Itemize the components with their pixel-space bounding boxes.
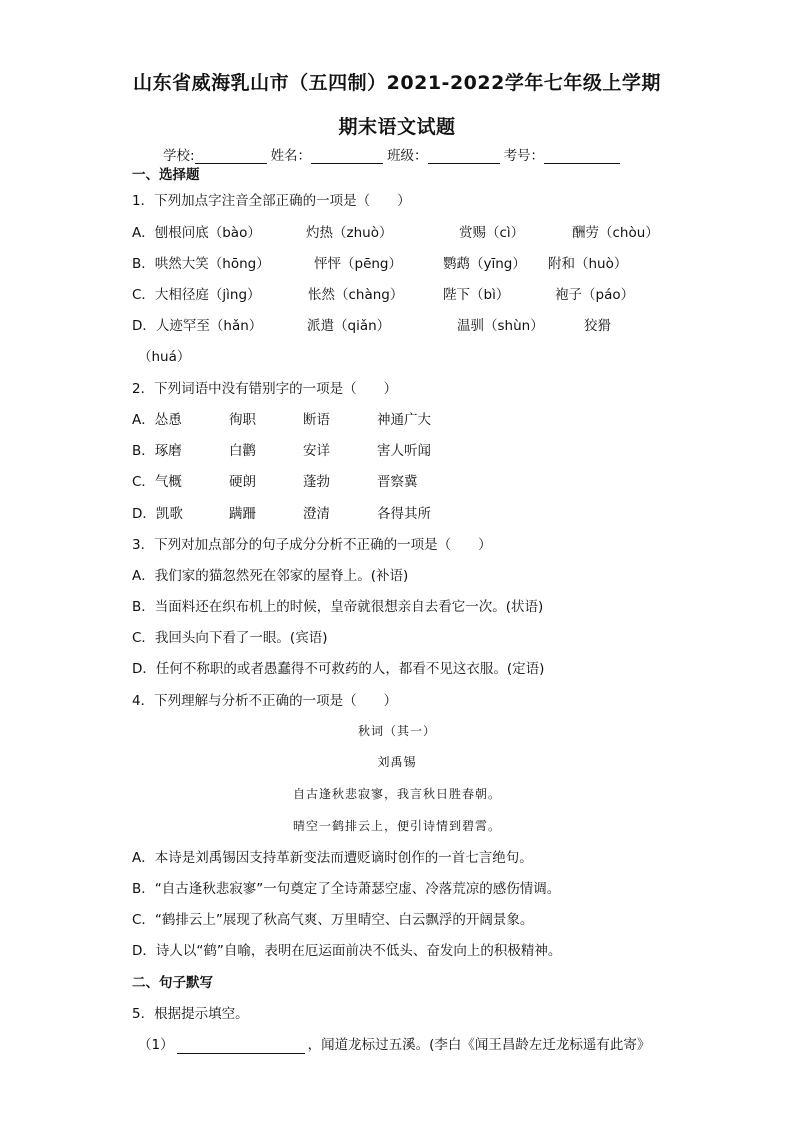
q1-option-d-wrap: （huá） [138, 349, 191, 365]
q1-option-b-4: 附和（huò） [548, 256, 628, 272]
name-blank [311, 149, 383, 164]
section-heading-dictation: 二、句子默写 [132, 975, 213, 991]
q4-option-a: A．本诗是刘禹锡因支持革新变法而遭贬谪时创作的一首七言绝句。 [132, 850, 533, 866]
name-label: 姓名： [270, 148, 312, 164]
q1-option-a-3: 赏赐（cì） [459, 225, 525, 241]
q1-option-d-1: D．人迹罕至（hǎn） [132, 318, 263, 334]
q5-item-1-text: ，闻道龙标过五溪。(李白《闻王昌龄左迁龙标遥有此寄》 [307, 1037, 651, 1053]
q1-option-c-4: 袍子（páo） [555, 287, 635, 303]
poem-line-1: 自古逢秋悲寂寥，我言秋日胜春朝。 [292, 787, 501, 801]
q2-option-d-3: 澄清 [303, 506, 330, 522]
q1-option-c-3: 陛下（bì） [443, 287, 510, 303]
q3-option-d: D．任何不称职的或者愚蠢得不可救药的人，都看不见这衣服。(定语) [132, 661, 545, 677]
q2-option-c-1: C．气概 [132, 474, 182, 490]
question-3-stem: 3．下列对加点部分的句子成分分析不正确的一项是（ ） [132, 537, 492, 553]
poem-line-2: 晴空一鹤排云上，便引诗情到碧霄。 [292, 819, 501, 833]
number-label: 考号： [503, 148, 545, 164]
q1-option-d-4: 狡猾 [584, 318, 611, 334]
q2-option-a-3: 断语 [303, 412, 330, 428]
q1-option-b-2: 怦怦（pēng） [314, 256, 403, 272]
student-info-row [163, 144, 624, 164]
class-label: 班级： [387, 148, 428, 164]
q2-option-c-4: 晋察冀 [377, 474, 418, 490]
class-blank [428, 149, 500, 164]
q2-option-d-1: D．凯歌 [132, 506, 183, 522]
q2-option-a-2: 徇职 [229, 412, 256, 428]
q1-option-d-2: 派遣（qiǎn） [307, 318, 391, 334]
q5-item-1-answer-blank[interactable] [177, 1039, 305, 1054]
q4-option-b: B．“自古逢秋悲寂寥”一句奠定了全诗萧瑟空虚、冷落荒凉的感伤情调。 [132, 881, 561, 897]
q5-item-1-number: （1） [138, 1037, 174, 1053]
question-2-stem: 2．下列词语中没有错别字的一项是（ ） [132, 381, 398, 397]
question-4-stem: 4．下列理解与分析不正确的一项是（ ） [132, 693, 398, 709]
poem-title: 秋词（其一） [357, 724, 436, 738]
q2-option-a-4: 神通广大 [377, 412, 431, 428]
q1-option-a-2: 灼热（zhuò） [306, 225, 393, 241]
q2-option-b-2: 白鹳 [229, 443, 256, 459]
q1-option-c-1: C．大相径庭（jìng） [132, 287, 261, 303]
section-heading-choice: 一、选择题 [132, 167, 200, 183]
question-1-stem: 1．下列加点字注音全部正确的一项是（ ） [132, 193, 411, 209]
q2-option-c-2: 硬朗 [229, 474, 256, 490]
q1-option-a-1: A．刨根问底（bào） [132, 225, 261, 241]
q2-option-b-1: B．琢磨 [132, 443, 182, 459]
q5-item-1 [138, 1036, 650, 1054]
q2-option-a-1: A．怂恿 [132, 412, 182, 428]
q1-option-b-3: 鹦鹉（yīng） [443, 256, 526, 272]
q1-option-b-1: B．哄然大笑（hōng） [132, 256, 270, 272]
number-blank [544, 149, 620, 164]
q1-option-c-2: 怅然（chàng） [308, 287, 404, 303]
q2-option-d-4: 各得其所 [377, 506, 431, 522]
q3-option-b: B．当面料还在织布机上的时候，皇帝就很想亲自去看它一次。(状语) [132, 599, 544, 615]
exam-title-line-2: 期末语文试题 [338, 116, 456, 138]
q1-option-a-4: 酬劳（chòu） [572, 225, 659, 241]
exam-title-line-1: 山东省威海乳山市（五四制）2021-2022学年七年级上学期 [133, 72, 661, 94]
q4-option-d: D．诗人以“鹤”自喻，表明在厄运面前决不低头、奋发向上的积极精神。 [132, 943, 562, 959]
q2-option-c-3: 蓬勃 [303, 474, 330, 490]
q3-option-c: C．我回头向下看了一眼。(宾语) [132, 630, 328, 646]
q4-option-c: C．“鹤排云上”展现了秋高气爽、万里晴空、白云飘浮的开阔景象。 [132, 912, 534, 928]
q3-option-a: A．我们家的猫忽然死在邻家的屋脊上。(补语) [132, 568, 409, 584]
q2-option-b-4: 害人听闻 [377, 443, 431, 459]
question-5-stem: 5．根据提示填空。 [132, 1006, 249, 1022]
q1-option-d-3: 温驯（shùn） [457, 318, 544, 334]
school-label: 学校: [163, 148, 195, 164]
q2-option-b-3: 安详 [303, 443, 330, 459]
q2-option-d-2: 蹒跚 [229, 506, 256, 522]
school-blank [195, 149, 267, 164]
poem-author: 刘禹锡 [377, 755, 417, 769]
